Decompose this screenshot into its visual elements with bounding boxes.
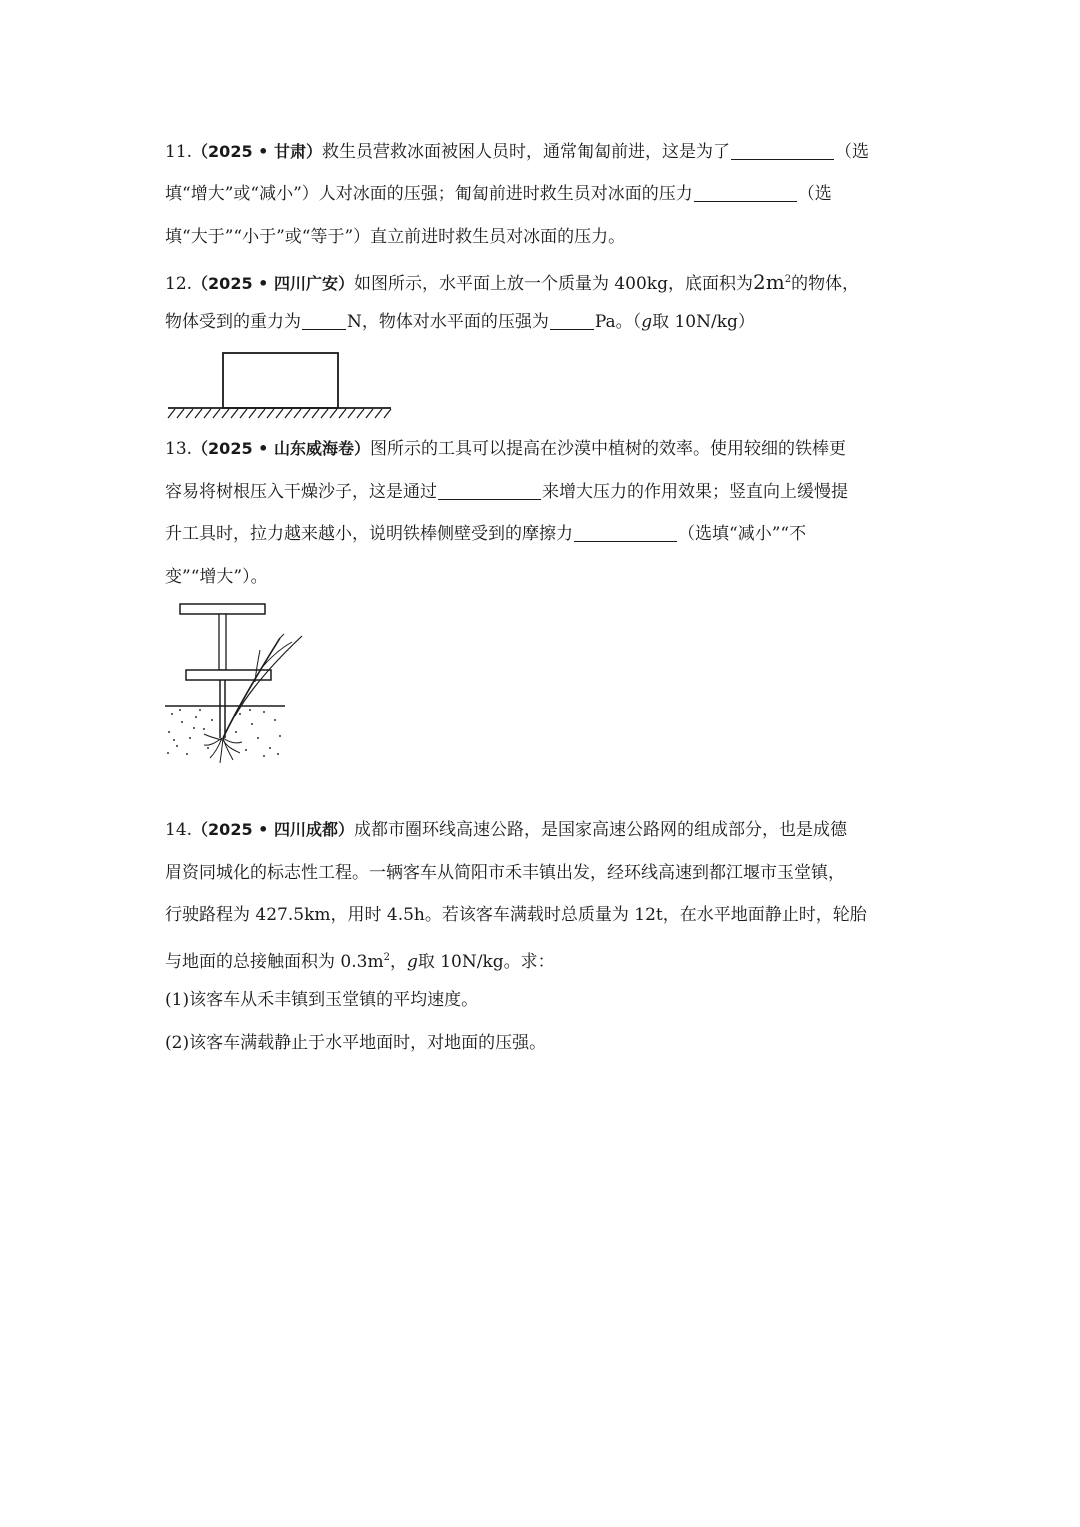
q14-line-2: 眉资同城化的标志性工程。一辆客车从简阳市禾丰镇出发，经环线高速到都江堰市玉堂镇， xyxy=(165,863,845,883)
q12-source: （2025 • 四川广安） xyxy=(192,274,354,293)
q14-line-4: 与地面的总接触面积为 $0.3m^2$，g取 10N/kg。求： xyxy=(165,952,555,972)
q13-line-1: 13.（2025 • 山东威海卷）图所示的工具可以提高在沙漠中植树的效率。使用较细的铁棒更 xyxy=(165,439,846,459)
q11-line-2: 填“增大”或“减小”）人对冰面的压强；匍匐前进时救生员对冰面的压力 （选 xyxy=(165,184,832,204)
q13-line-3: 升工具时，拉力越来越小，说明铁棒侧壁受到的摩擦力 （选填“减小”“不 xyxy=(165,524,807,544)
q11-line-1: 11.（2025 • 甘肃）救生员营救冰面被困人员时，通常匍匐前进，这是为了 （选 xyxy=(165,142,869,162)
q13-blank-2[interactable] xyxy=(574,523,677,542)
q11-blank-2[interactable] xyxy=(694,183,797,202)
q11-number: 11. xyxy=(165,142,193,162)
q12-line-2: 物体受到的重力为 N，物体对水平面的压强为 Pa。（g取 10N/kg） xyxy=(165,312,755,332)
q11-source: （2025 • 甘肃） xyxy=(192,142,322,161)
q14-number: 14. xyxy=(165,820,193,840)
q12-blank-1[interactable] xyxy=(302,311,346,330)
q14-sub-question-1: (1)该客车从禾丰镇到玉堂镇的平均速度。 xyxy=(165,990,479,1010)
q13-tree-tool-figure xyxy=(160,598,310,766)
q13-line-2: 容易将树根压入干燥沙子，这是通过 来增大压力的作用效果；竖直向上缓慢提 xyxy=(165,482,848,502)
q14-line-3: 行驶路程为 427.5km，用时 4.5h。若该客车满载时总质量为 12t，在水平地面静止时，轮胎 xyxy=(165,905,867,925)
q11-line-3: 填“大于”“小于”或“等于”）直立前进时救生员对冰面的压力。 xyxy=(165,227,626,247)
q12-line-1: 12.（2025 • 四川广安）如图所示，水平面上放一个质量为 400kg，底面积为$2m^2$的物体， xyxy=(165,270,860,294)
q11-blank-1[interactable] xyxy=(731,141,834,160)
q14-sub-question-2: (2)该客车满载静止于水平地面时，对地面的压强。 xyxy=(165,1033,547,1053)
q13-source: （2025 • 山东威海卷） xyxy=(192,439,370,458)
q13-blank-1[interactable] xyxy=(438,481,541,500)
q14-source: （2025 • 四川成都） xyxy=(192,820,354,839)
q12-block-figure xyxy=(165,350,395,422)
q14-line-1: 14.（2025 • 四川成都）成都市圈环线高速公路，是国家高速公路网的组成部分，也是成德 xyxy=(165,820,847,840)
q12-number: 12. xyxy=(165,274,193,294)
q13-number: 13. xyxy=(165,439,193,459)
q12-blank-2[interactable] xyxy=(550,311,594,330)
q13-line-4: 变”“增大”）。 xyxy=(165,567,268,587)
